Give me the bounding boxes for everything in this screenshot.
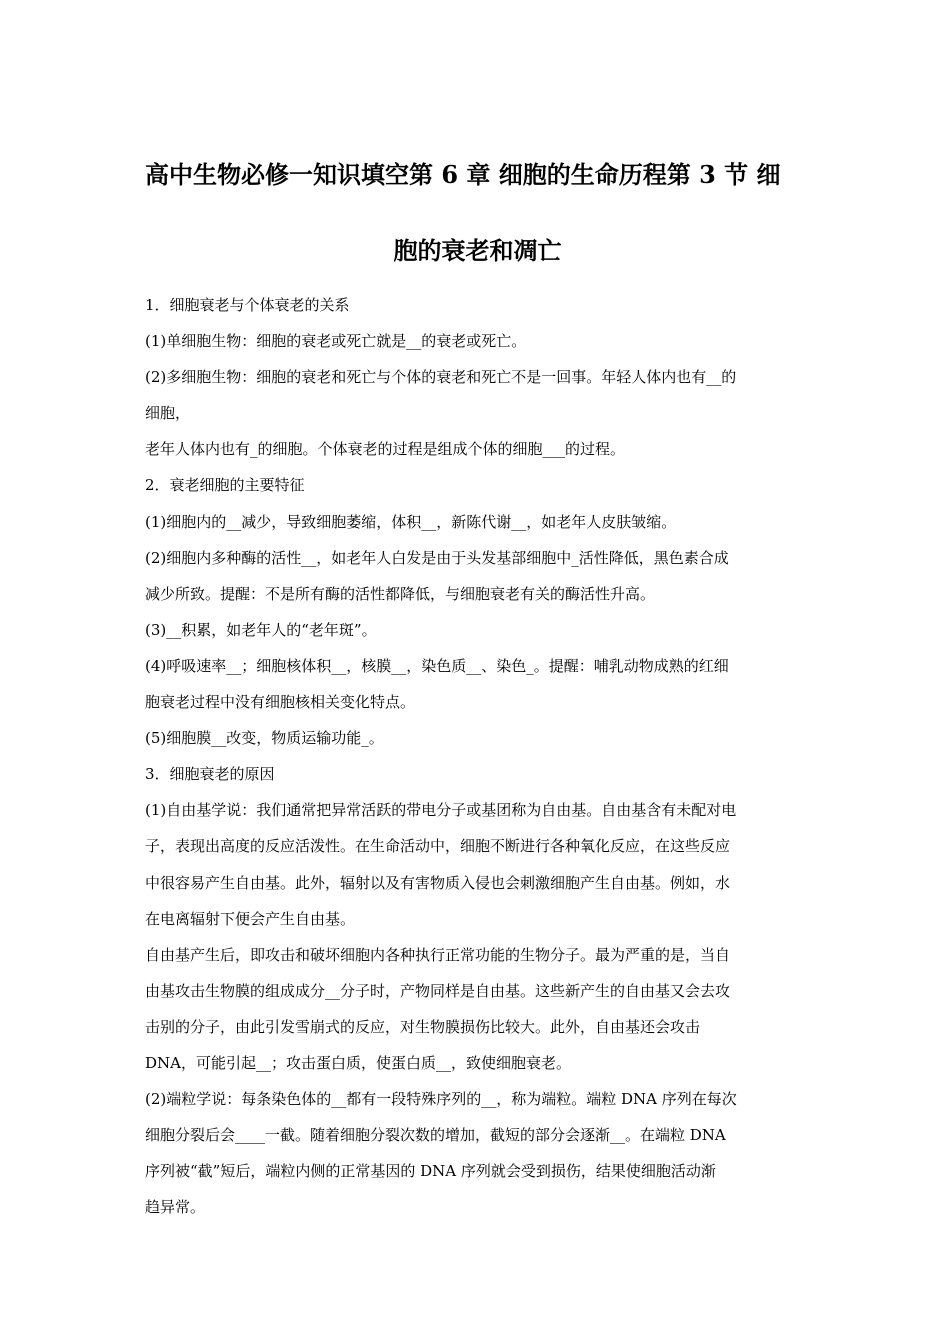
body-line: (2)端粒学说：每条染色体的__都有一段特殊序列的__，称为端粒。端粒 DNA 序列在每次 [145,1090,737,1109]
body-line: (5)细胞膜__改变，物质运输功能_。 [145,729,384,748]
document-title-line-2: 胞的衰老和凋亡 [393,236,562,265]
body-line: 自由基产生后，即攻击和破坏细胞内各种执行正常功能的生物分子。最为严重的是，当自 [145,945,731,964]
body-line: 由基攻击生物膜的组成成分__分子时，产物同样是自由基。这些新产生的自由基又会去攻 [145,981,731,1000]
body-line: (1)细胞内的__减少，导致细胞萎缩，体积__，新陈代谢__，如老年人皮肤皱缩。 [145,512,677,531]
body-line: 胞衰老过程中没有细胞核相关变化特点。 [145,693,416,712]
section-heading: 1．细胞衰老与个体衰老的关系 [145,296,350,314]
body-line: 老年人体内也有_的细胞。个体衰老的过程是组成个体的细胞___的过程。 [145,440,626,459]
body-line: (1)单细胞生物：细胞的衰老或死亡就是__的衰老或死亡。 [145,332,527,351]
document-body [145,287,805,1225]
body-line: 子，表现出高度的反应活泼性。在生命活动中，细胞不断进行各种氧化反应，在这些反应 [145,837,731,856]
body-line: (2)多细胞生物：细胞的衰老和死亡与个体的衰老和死亡不是一回事。年轻人体内也有__的 [145,368,737,387]
body-line: 细胞分裂后会____一截。随着细胞分裂次数的增加，截短的部分会逐渐__。在端粒 DNA [145,1126,726,1145]
body-line: DNA，可能引起__；攻击蛋白质，使蛋白质__，致使细胞衰老。 [145,1053,571,1072]
body-line: 趋异常。 [145,1198,206,1217]
body-line: (1)自由基学说：我们通常把异常活跃的带电分子或基团称为自由基。自由基含有未配对电 [145,801,737,820]
body-line: 在电离辐射下便会产生自由基。 [145,909,356,928]
document-title-line-1: 高中生物必修一知识填空第 6 章 细胞的生命历程第 3 节 细 [145,160,781,189]
body-line: (3)__积累，如老年人的“老年斑”。 [145,620,377,639]
body-line: 序列被“截”短后，端粒内侧的正常基因的 DNA 序列就会受到损伤，结果使细胞活动渐 [145,1162,716,1181]
section-heading: 3．细胞衰老的原因 [145,765,275,784]
body-line: 减少所致。提醒：不是所有酶的活性都降低，与细胞衰老有关的酶活性升高。 [145,584,656,603]
body-line: 中很容易产生自由基。此外，辐射以及有害物质入侵也会刺激细胞产生自由基。例如，水 [145,873,731,892]
body-line: (4)呼吸速率__；细胞核体积__，核膜__，染色质__、染色_。提醒：哺乳动物成熟的红细 [145,656,729,675]
body-line: 击别的分子，由此引发雪崩式的反应，对生物膜损伤比较大。此外，自由基还会攻击 [145,1017,701,1036]
section-heading: 2．衰老细胞的主要特征 [145,476,305,495]
body-line: (2)细胞内多种酶的活性__，如老年人白发是由于头发基部细胞中_活性降低，黑色素合成 [145,548,729,567]
body-line: 细胞， [145,404,191,423]
